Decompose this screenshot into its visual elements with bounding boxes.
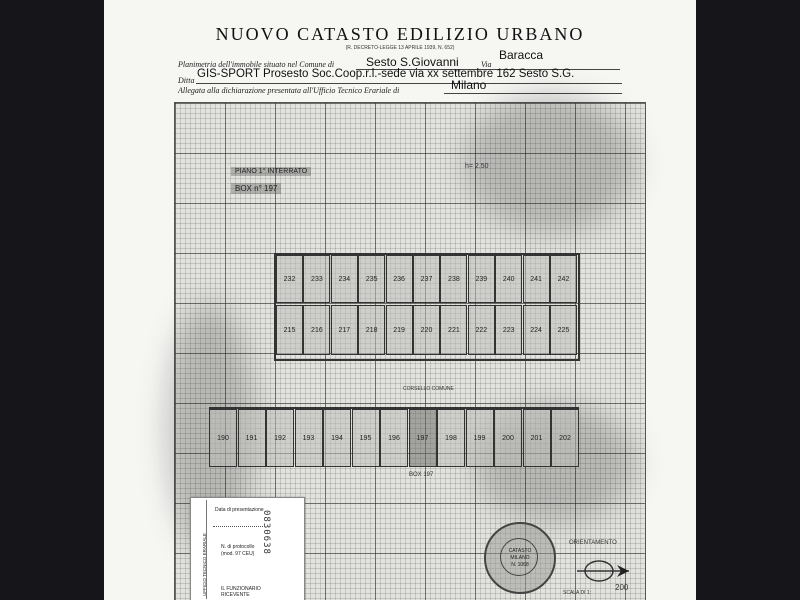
document-subtitle: (R. DECRETO-LEGGE 13 APRILE 1939, N. 652): [345, 45, 455, 51]
via-value: Baracca: [499, 48, 544, 62]
box-cell: 193: [295, 409, 323, 467]
box-cell: 194: [323, 409, 351, 467]
seal-text-3: N. 1068: [511, 562, 529, 568]
box-cell: 191: [238, 409, 266, 467]
box-cell: 200: [494, 409, 522, 467]
box-cell: 201: [523, 409, 551, 467]
seal-text-2: MILANO: [510, 555, 530, 561]
box-cell: 199: [466, 409, 494, 467]
box-cell: 218: [358, 305, 385, 355]
box-cell: 235: [358, 255, 385, 303]
box-cell: 197: [409, 409, 437, 467]
official-seal: [484, 522, 556, 594]
box-cell: 217: [331, 305, 358, 355]
box-cell: 241: [523, 255, 550, 303]
corridor-label: CORSELLO COMUNE: [403, 386, 454, 392]
height-label: h= 2.50: [465, 163, 489, 170]
box-cell: 195: [352, 409, 380, 467]
stamp-protocol-mod: (mod. 97 CEU): [221, 551, 255, 557]
box-cell: 222: [468, 305, 495, 355]
ditta-label: Ditta: [178, 76, 195, 85]
document-page: [104, 0, 696, 600]
box-label: BOX n° 197: [231, 183, 281, 194]
location-prefix: Planimetria dell'immobile situato nel Comune di: [178, 60, 335, 69]
box-cell: 238: [440, 255, 467, 303]
box-cell: 198: [437, 409, 465, 467]
box-cell: 223: [495, 305, 522, 355]
stamp-date-label: Data di presentazione: [215, 507, 264, 513]
seal-text-1: CATASTO: [508, 548, 532, 554]
document-title: NUOVO CATASTO EDILIZIO URBANO: [215, 24, 585, 44]
allegata-text: Allegata alla dichiarazione presentata all'Ufficio Tecnico Erariale di: [178, 86, 400, 95]
stamp-card-strip: [194, 500, 207, 599]
box-cell: 192: [266, 409, 294, 467]
box-cell: 190: [209, 409, 237, 467]
floor-label: PIANO 1° INTERRATO: [231, 167, 311, 176]
stamp-officer-sub: RICEVENTE: [221, 592, 250, 598]
box-cell: 236: [386, 255, 413, 303]
box-cell: 239: [468, 255, 495, 303]
box-cell: 219: [386, 305, 413, 355]
scan-shadow: [465, 93, 635, 233]
stamp-protocol-label: N. di protocollo: [221, 544, 255, 550]
ditta-underline: [196, 83, 622, 84]
box-cell: 220: [413, 305, 440, 355]
stamp-card-vertical-text: UFFICIO TECNICO ERARIALE: [202, 533, 207, 596]
box-cell: 225: [550, 305, 577, 355]
box-cell: 202: [551, 409, 579, 467]
scale-value: 200: [615, 583, 629, 592]
comune-value: Sesto S.Giovanni: [366, 55, 459, 69]
scale-label: SCALA DI 1:: [563, 590, 592, 596]
stamp-date-dots: [213, 526, 263, 527]
box-cell: 237: [413, 255, 440, 303]
box-cell: 240: [495, 255, 522, 303]
via-label: Via: [481, 60, 492, 69]
stamp-card: [190, 497, 305, 600]
box-cell: 242: [550, 255, 577, 303]
stamp-officer-label: IL FUNZIONARIO: [221, 586, 261, 592]
box-cell: 232: [276, 255, 303, 303]
box-cell: 196: [380, 409, 408, 467]
stamp-number: 0830638: [261, 510, 271, 555]
ufficio-value: Milano: [451, 78, 487, 92]
orientation-label: ORIENTAMENTO: [569, 540, 617, 546]
ditta-value: GIS-SPORT Prosesto Soc.Coop.r.l.-sede via xx settembre 162 Sesto S.G.: [197, 68, 575, 80]
lower-box-label: BOX 197: [409, 472, 434, 478]
box-cell: 233: [303, 255, 330, 303]
box-cell: 224: [523, 305, 550, 355]
box-cell: 216: [303, 305, 330, 355]
box-cell: 215: [276, 305, 303, 355]
box-cell: 234: [331, 255, 358, 303]
box-cell: 221: [440, 305, 467, 355]
